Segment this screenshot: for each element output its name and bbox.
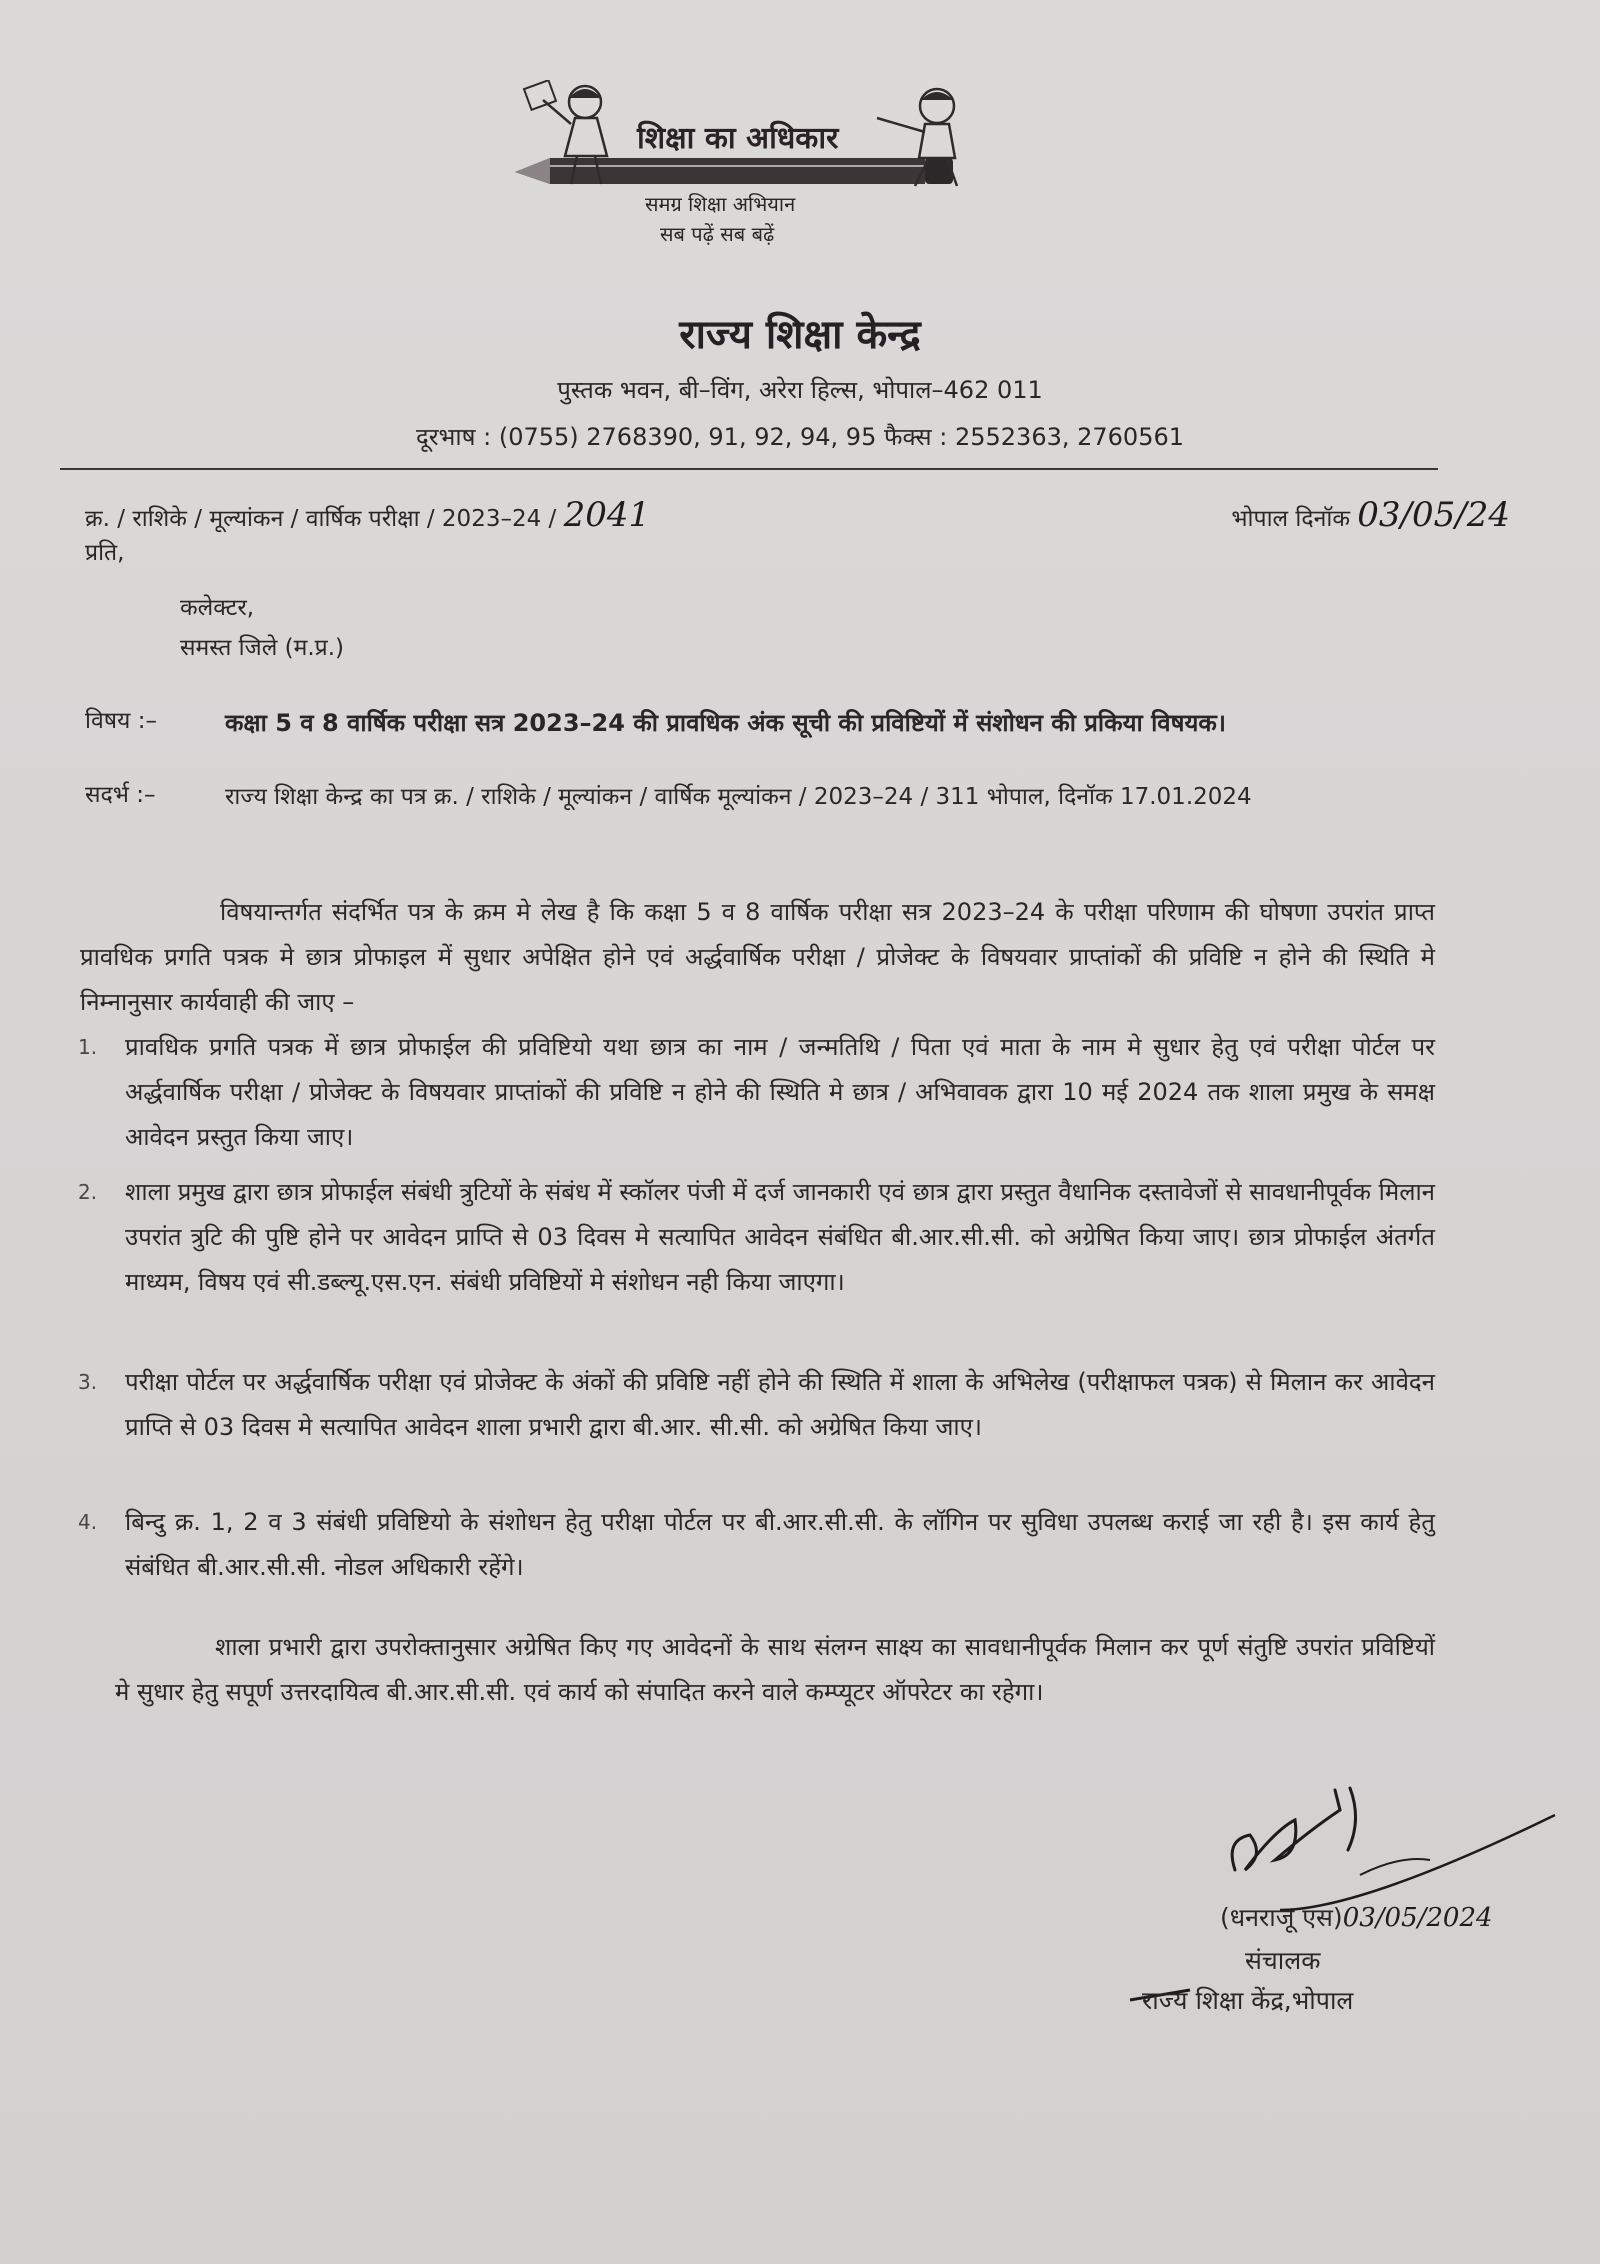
organization-phone: दूरभाष : (0755) 2768390, 91, 92, 94, 95 फैक्स : 2552363, 2760561 <box>415 423 1185 451</box>
addressee-line-1: कलेक्टर, <box>180 595 255 621</box>
item-text-3: परीक्षा पोर्टल पर अर्द्धवार्षिक परीक्षा एवं प्रोजेक्ट के अंकों की प्रविष्टि नहीं होने की स्थिति में शाला के अभिलेख (परीक्षाफल पत्रक) से मिलान कर आवेदन प्राप्ति से 03 दिवस मे सत्यापित आवेदन शाला प्रभारी द्वारा बी.आर. सी.सी. को अग्रेषित किया जाए। <box>125 1368 1435 1441</box>
signatory-designation: संचालक <box>1245 1946 1321 1975</box>
reference-prefix: क्र. / राशिके / मूल्यांकन / वार्षिक परीक्षा / 2023–24 / <box>85 506 564 532</box>
item-text-2: शाला प्रमुख द्वारा छात्र प्रोफाईल संबंधी त्रुटियों के संबंध में स्कॉलर पंजी में दर्ज जानकारी एवं छात्र द्वारा प्रस्तुत वैधानिक दस्तावेजों से सावधानीपूर्वक मिलान उपरांत त्रुटि की पुष्टि होने पर आवेदन प्राप्ति से 03 दिवस मे सत्यापित आवेदन संबंधित बी.आर.सी.सी. को अग्रेषित किया जाए। छात्र प्रोफाईल अंतर्गत माध्यम, विषय एवं सी.डब्ल्यू.एस.एन. संबंधी प्रविष्टियों मे संशोधन नही किया जाएगा। <box>125 1178 1435 1296</box>
item-text-4: बिन्दु क्र. 1, 2 व 3 संबंधी प्रविष्टियो के संशोधन हेतु परीक्षा पोर्टल पर बी.आर.सी.सी. के लॉगिन पर सुविधा उपलब्ध कराई जा रही है। इस कार्य हेतु संबंधित बी.आर.सी.सी. नोडल अधिकारी रहेंगे। <box>125 1508 1435 1581</box>
date-prefix: भोपाल दिनॉक <box>1231 506 1358 532</box>
addressee-line-2: समस्त जिले (म.प्र.) <box>180 635 345 661</box>
organization-name: राज्य शिक्षा केन्द्र <box>679 312 921 358</box>
reference-label: सदर्भ :– <box>85 782 156 808</box>
logo-subtitle-1: समग्र शिक्षा अभियान <box>645 192 796 216</box>
item-number-4: 4. <box>78 1510 98 1534</box>
reference-number <box>85 495 650 535</box>
subject-text: कक्षा 5 व 8 वार्षिक परीक्षा सत्र 2023–24 की प्रावधिक अंक सूची की प्रविष्टियों में संशोधन की प्रकिया विषयक। <box>225 709 1226 737</box>
date-handwritten: 03/05/24 <box>1357 495 1510 535</box>
item-number-2: 2. <box>78 1180 98 1204</box>
item-number-1: 1. <box>78 1035 98 1059</box>
subject-label: विषय :– <box>85 708 157 734</box>
closing-paragraph: शाला प्रभारी द्वारा उपरोक्तानुसार अग्रेषित किए गए आवेदनों के साथ संलग्न साक्ष्य का सावधानीपूर्वक मिलान कर पूर्ण संतुष्टि उपरांत प्रविष्टियों मे सुधार हेतु सपूर्ण उत्तरदायित्व बी.आर.सी.सी. एवं कार्य को संपादित करने वाले कम्प्यूटर ऑपरेटर का रहेगा। <box>115 1633 1435 1706</box>
header-divider <box>60 468 1438 470</box>
signatory-name-text: (धनराजू एस) <box>1220 1903 1343 1932</box>
signature-block <box>1100 1760 1570 2030</box>
logo-subtitle-2: सब पढ़ें सब बढ़ें <box>660 222 775 246</box>
letter-date <box>1231 495 1510 535</box>
reference-text: राज्य शिक्षा केन्द्र का पत्र क्र. / राशिके / मूल्यांकन / वार्षिक मूल्यांकन / 2023–24 / 311 भोपाल, दिनॉक 17.01.2024 <box>225 784 1252 810</box>
intro-paragraph: विषयान्तर्गत संदर्भित पत्र के क्रम मे लेख है कि कक्षा 5 व 8 वार्षिक परीक्षा सत्र 2023–24 के परीक्षा परिणाम की घोषणा उपरांत प्राप्त प्रावधिक प्रगति पत्रक मे छात्र प्रोफाइल में सुधार अपेक्षित होने एवं अर्द्धवार्षिक परीक्षा / प्रोजेक्ट के विषयवार प्राप्तांकों की प्रविष्टि न होने की स्थिति मे निम्नानुसार कार्यवाही की जाए – <box>80 898 1435 1016</box>
signatory-office: राज्य शिक्षा केंद्र,भोपाल <box>1142 1986 1354 2015</box>
organization-address: पुस्तक भवन, बी–विंग, अरेरा हिल्स, भोपाल–462 011 <box>557 376 1043 404</box>
reference-number-handwritten: 2041 <box>563 495 651 535</box>
signature-date-handwritten: 03/05/2024 <box>1342 1903 1493 1933</box>
logo-title: शिक्षा का अधिकार <box>637 121 839 156</box>
item-number-3: 3. <box>78 1370 98 1394</box>
signatory-name <box>1220 1900 1493 1934</box>
rte-logo <box>505 80 985 270</box>
to-label: प्रति, <box>85 540 125 566</box>
item-text-1: प्रावधिक प्रगति पत्रक में छात्र प्रोफाईल की प्रविष्टियो यथा छात्र का नाम / जन्मतिथि / पिता एवं माता के नाम मे सुधार हेतु एवं परीक्षा पोर्टल पर अर्द्धवार्षिक परीक्षा / प्रोजेक्ट के विषयवार प्राप्तांकों की प्रविष्टि न होने की स्थिति मे छात्र / अभिवावक द्वारा 10 मई 2024 तक शाला प्रमुख के समक्ष आवेदन प्रस्तुत किया जाए। <box>125 1033 1435 1151</box>
